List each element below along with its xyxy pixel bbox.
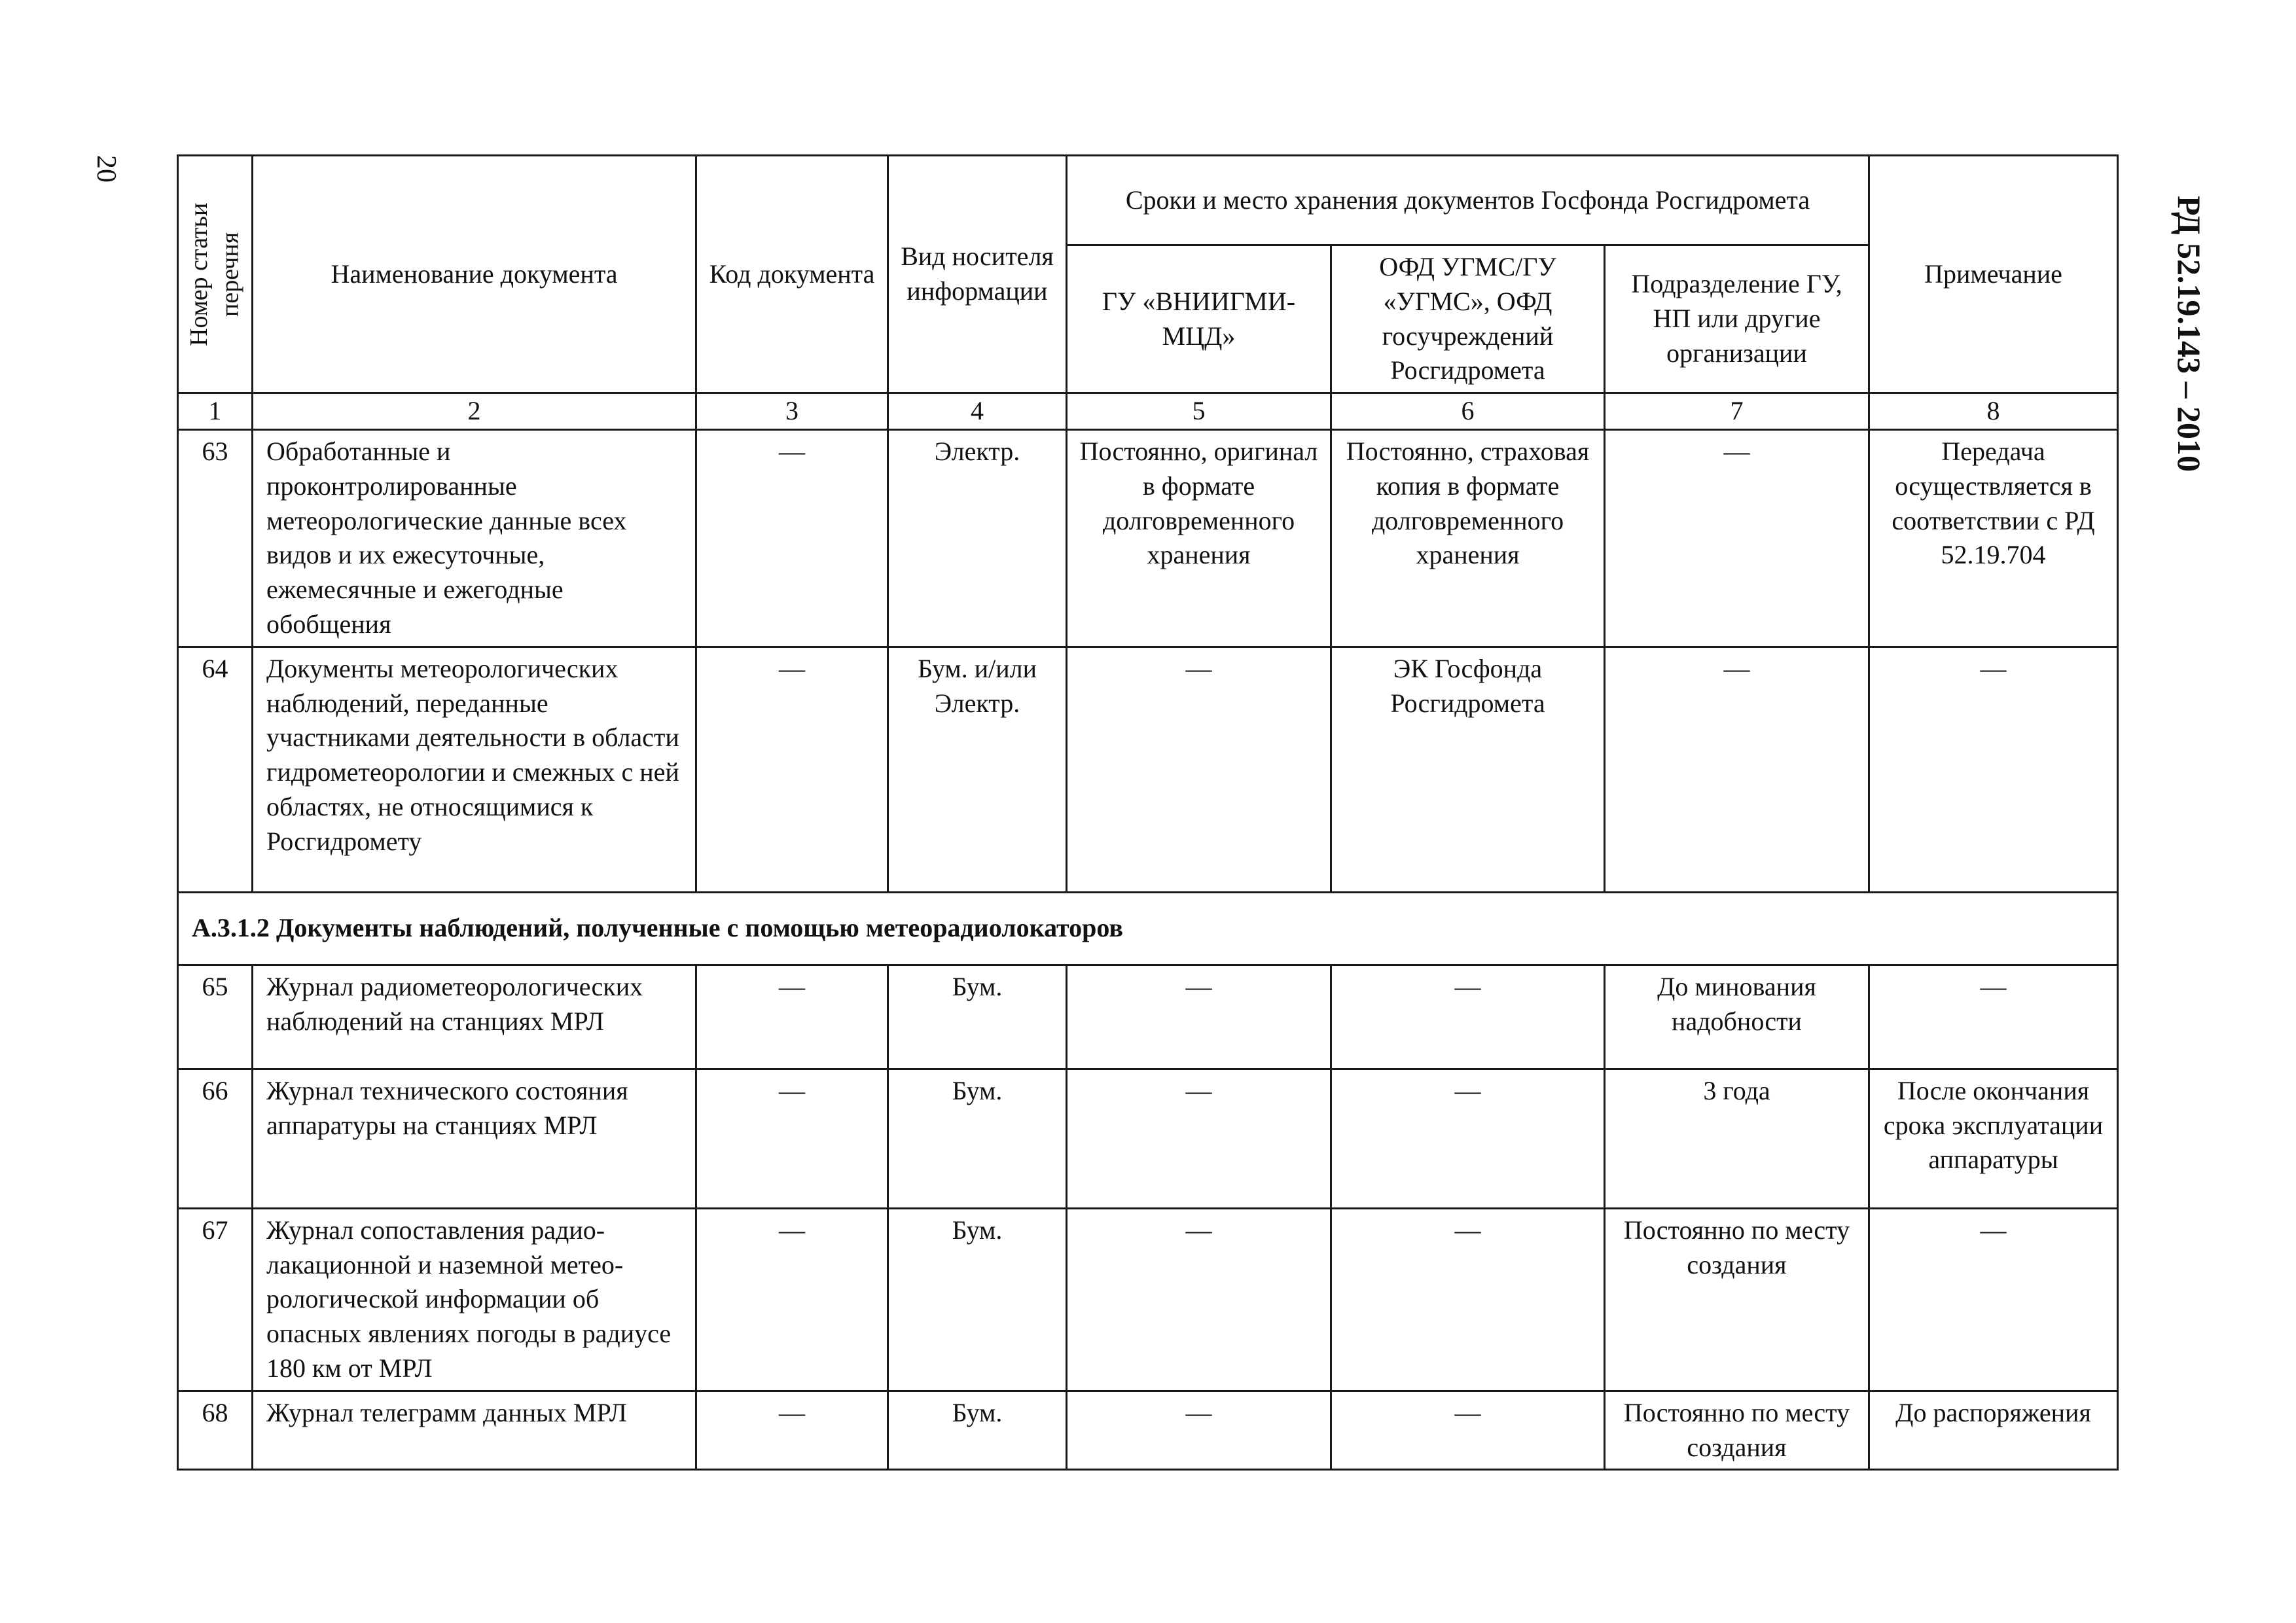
cell-media-type: Бум. <box>888 1208 1067 1391</box>
column-number: 6 <box>1331 393 1605 430</box>
document-code-text: РД 52.19.143 – 2010 <box>2171 195 2208 473</box>
header-storage-gu: ГУ «ВНИИГМИ-МЦД» <box>1067 245 1331 393</box>
cell-storage-gu: — <box>1067 1208 1331 1391</box>
section-heading-row <box>178 892 2118 965</box>
cell-storage-ofd: ЭК Госфонда Росгидромета <box>1331 647 1605 892</box>
cell-note: Передача осуществляется в соответствии с РД 52.19.704 <box>1869 429 2118 647</box>
cell-note: После окончания срока эксплуатации аппаратуры <box>1869 1069 2118 1208</box>
column-number: 5 <box>1067 393 1331 430</box>
column-number: 1 <box>178 393 253 430</box>
cell-note: — <box>1869 965 2118 1069</box>
header-note: Примечание <box>1869 156 2118 393</box>
cell-storage-ofd: — <box>1331 1208 1605 1391</box>
column-number-row <box>178 393 2118 430</box>
header-document-code: Код документа <box>696 156 888 393</box>
cell-storage-division: Постоянно по месту создания <box>1605 1391 1869 1470</box>
cell-storage-gu: — <box>1067 1069 1331 1208</box>
cell-storage-gu: Постоянно, оригинал в формате долговременного хранения <box>1067 429 1331 647</box>
cell-note: До распоряжения <box>1869 1391 2118 1470</box>
column-number: 2 <box>253 393 696 430</box>
section-title: А.3.1.2 Документы наблюдений, полученные с помощью метеорадиолокаторов <box>178 892 2118 965</box>
cell-item-number: 66 <box>178 1069 253 1208</box>
column-number: 4 <box>888 393 1067 430</box>
column-number: 8 <box>1869 393 2118 430</box>
cell-note: — <box>1869 1208 2118 1391</box>
cell-item-number: 64 <box>178 647 253 892</box>
cell-document-name: Обработанные и проконтролированные метеорологические данные всех видов и их ежесуточные, ежемесячные и ежегодные обобщения <box>253 429 696 647</box>
cell-item-number: 67 <box>178 1208 253 1391</box>
table-row <box>178 647 2118 892</box>
header-storage-division: Подразделение ГУ, НП или другие организации <box>1605 245 1869 393</box>
cell-document-code: — <box>696 647 888 892</box>
cell-storage-ofd: — <box>1331 965 1605 1069</box>
header-media-type: Вид носителя информации <box>888 156 1067 393</box>
table-row <box>178 1208 2118 1391</box>
cell-storage-gu: — <box>1067 965 1331 1069</box>
cell-document-code: — <box>696 429 888 647</box>
table-row <box>178 1069 2118 1208</box>
cell-document-name: Журнал технического состояния аппаратуры на станциях МРЛ <box>253 1069 696 1208</box>
cell-item-number: 65 <box>178 965 253 1069</box>
header-storage-ofd: ОФД УГМС/ГУ «УГМС», ОФД госучреждений Росгидромета <box>1331 245 1605 393</box>
cell-storage-gu: — <box>1067 1391 1331 1470</box>
table-row <box>178 1391 2118 1470</box>
header-storage-group: Сроки и место хранения документов Госфонда Росгидромета <box>1067 156 1869 245</box>
cell-document-name: Журнал телеграмм данных МРЛ <box>253 1391 696 1470</box>
document-code <box>2160 151 2219 517</box>
cell-storage-ofd: Постоянно, страховая копия в формате долговременного хранения <box>1331 429 1605 647</box>
cell-item-number: 63 <box>178 429 253 647</box>
table-row <box>178 965 2118 1069</box>
header-item-number-label: Номер статьи перечня <box>185 202 244 346</box>
cell-storage-division: 3 года <box>1605 1069 1869 1208</box>
cell-storage-gu: — <box>1067 647 1331 892</box>
column-number: 3 <box>696 393 888 430</box>
cell-storage-division: Постоянно по месту создания <box>1605 1208 1869 1391</box>
header-document-name: Наименование документа <box>253 156 696 393</box>
table-row <box>178 429 2118 647</box>
cell-note: — <box>1869 647 2118 892</box>
cell-item-number: 68 <box>178 1391 253 1470</box>
cell-media-type: Бум. <box>888 1391 1067 1470</box>
cell-media-type: Бум. и/или Электр. <box>888 647 1067 892</box>
cell-storage-ofd: — <box>1331 1069 1605 1208</box>
cell-document-code: — <box>696 965 888 1069</box>
page-number: 20 <box>91 155 121 183</box>
cell-document-name: Журнал радиометеорологических наблюдений на станциях МРЛ <box>253 965 696 1069</box>
cell-media-type: Бум. <box>888 965 1067 1069</box>
cell-storage-division: До минования надобности <box>1605 965 1869 1069</box>
column-number: 7 <box>1605 393 1869 430</box>
cell-document-code: — <box>696 1069 888 1208</box>
cell-storage-ofd: — <box>1331 1391 1605 1470</box>
cell-document-code: — <box>696 1391 888 1470</box>
cell-storage-division: — <box>1605 647 1869 892</box>
cell-storage-division: — <box>1605 429 1869 647</box>
cell-document-code: — <box>696 1208 888 1391</box>
header-item-number <box>178 156 253 393</box>
cell-media-type: Бум. <box>888 1069 1067 1208</box>
header-row-top <box>178 156 2118 245</box>
records-table <box>177 154 2119 1471</box>
cell-media-type: Электр. <box>888 429 1067 647</box>
cell-document-name: Документы метеорологических наблюдений, переданные участниками деятельности в области гидрометеорологии и смежных с ней областях, не относящимися к Росгидромету <box>253 647 696 892</box>
cell-document-name: Журнал сопоставления радио-лакационной и наземной метео-рологической информации об опасных явлениях погоды в радиусе 180 км от МРЛ <box>253 1208 696 1391</box>
